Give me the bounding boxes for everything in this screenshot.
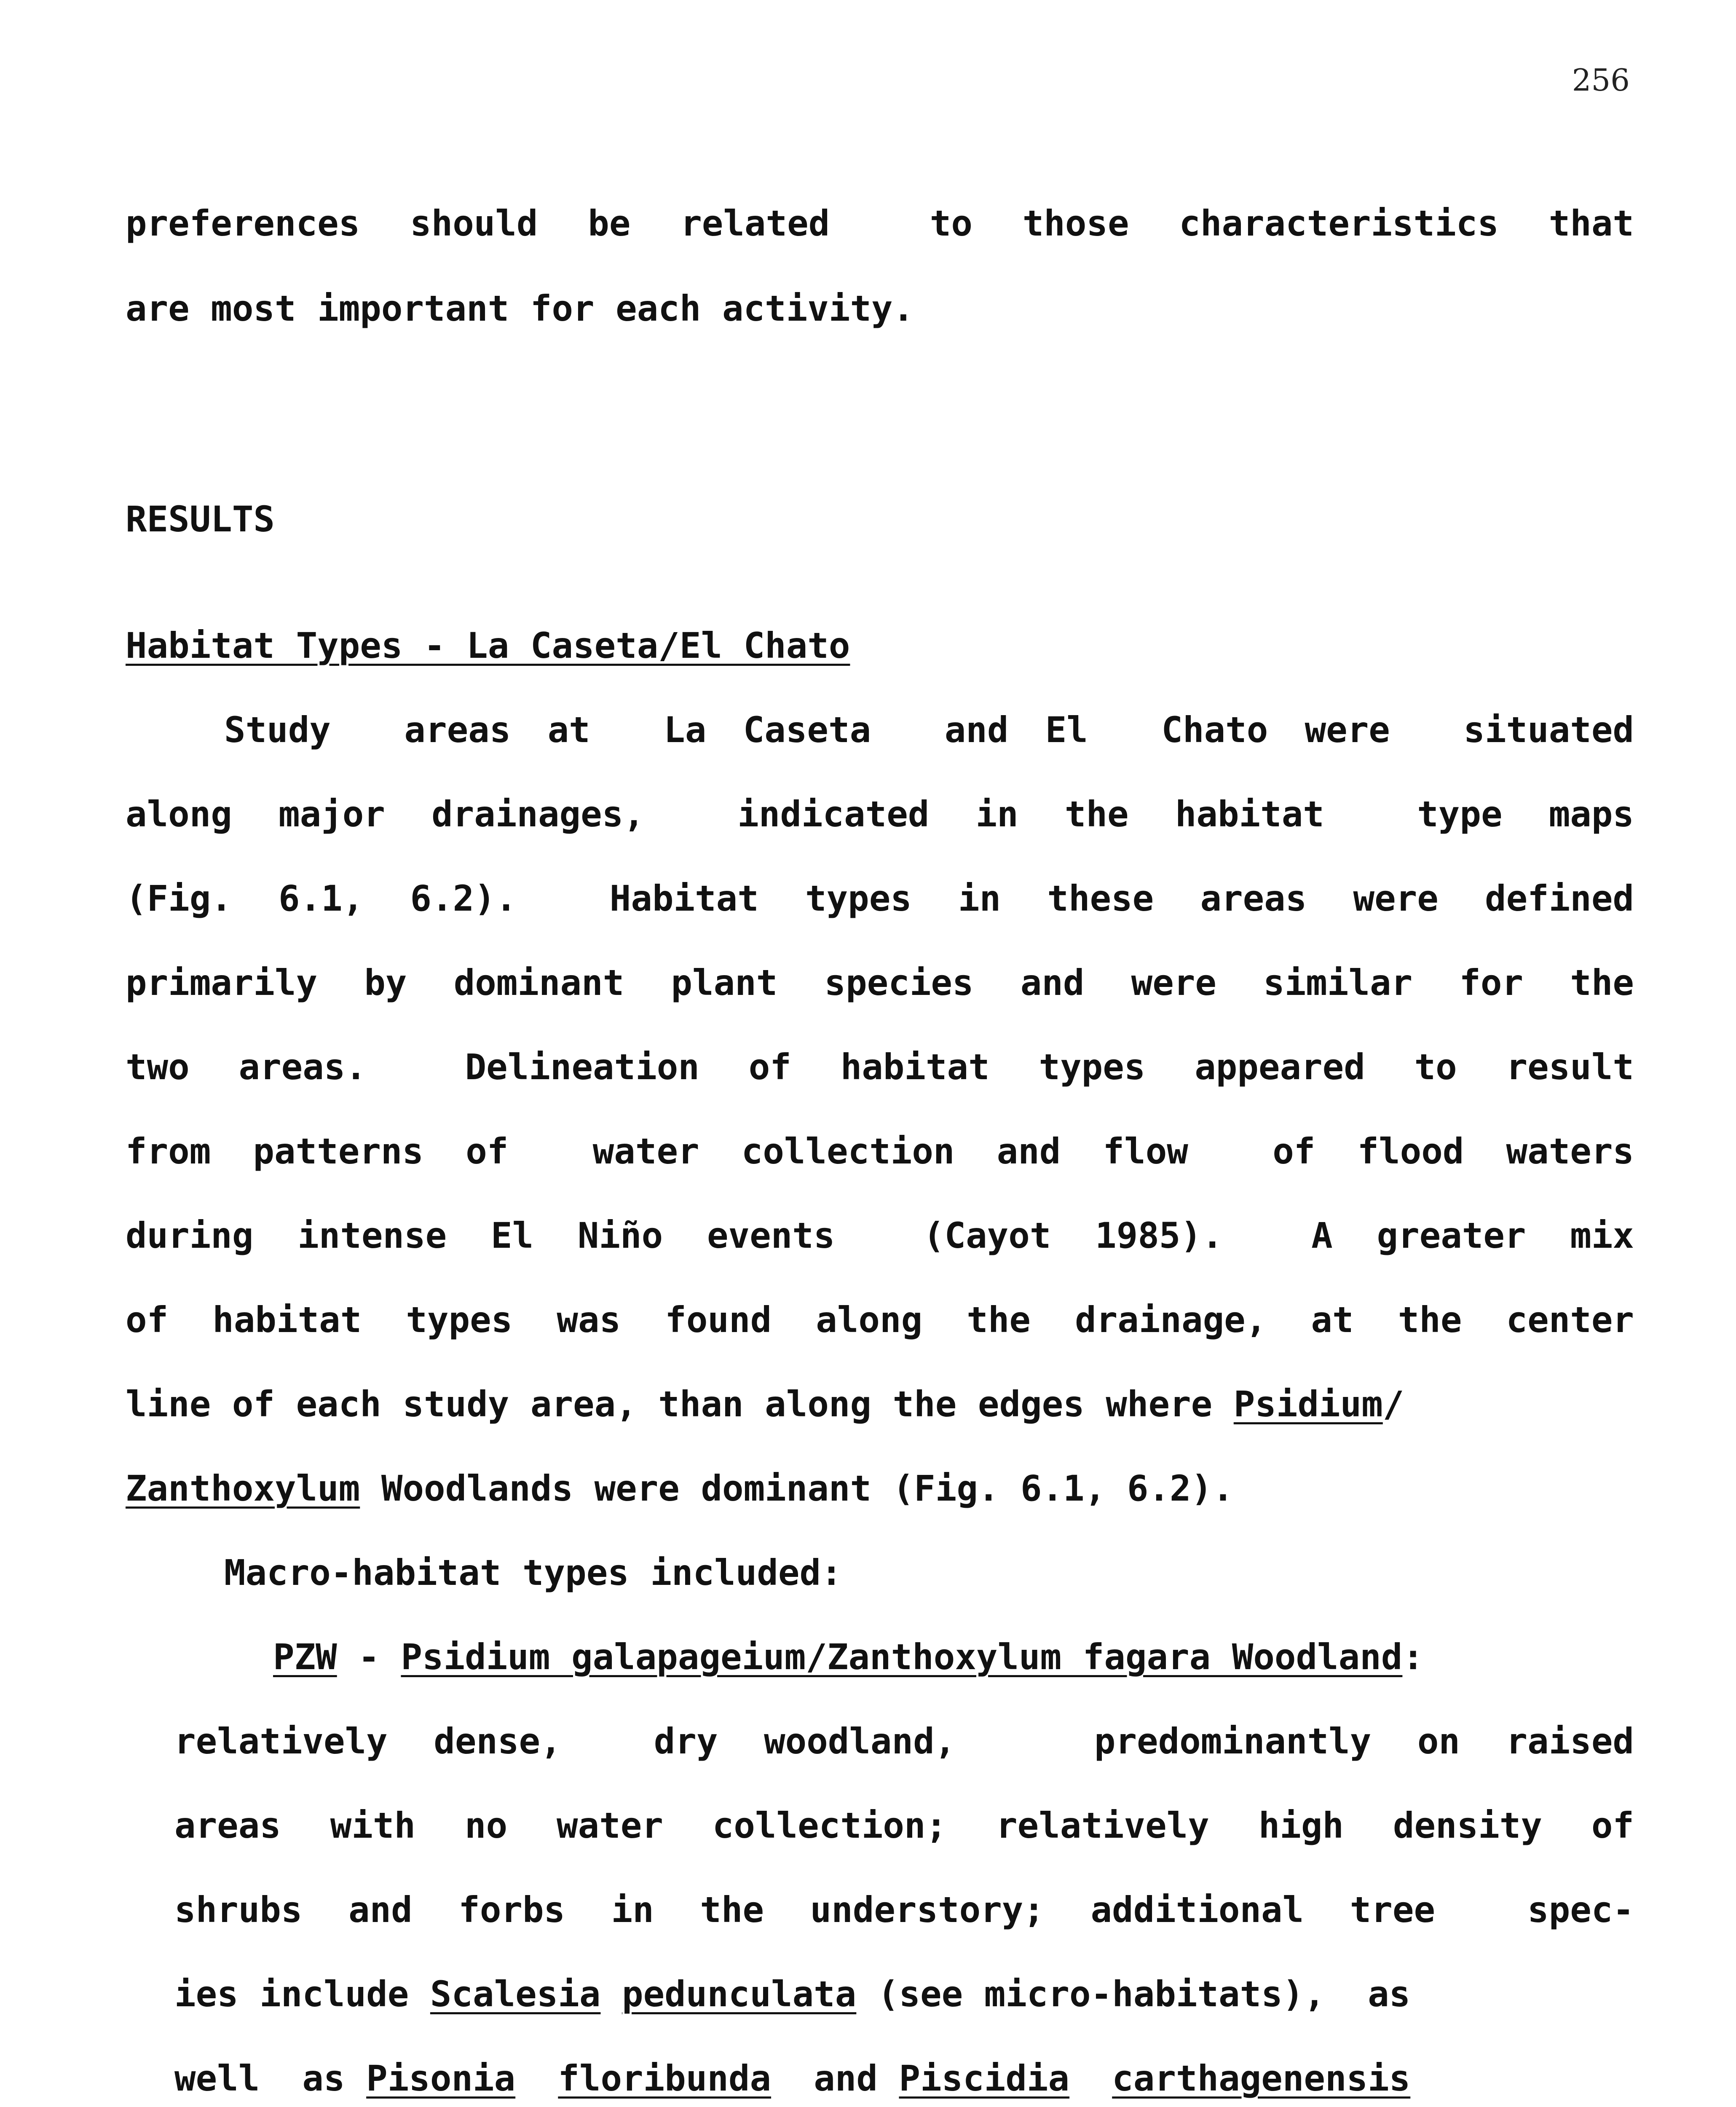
text-segment: well as xyxy=(174,2058,367,2099)
species-name: Scalesia xyxy=(430,1973,601,2015)
species-name: pedunculata xyxy=(622,1973,857,2015)
text-line xyxy=(126,1468,1234,1509)
text-segment xyxy=(515,2058,558,2099)
subsection-heading: Habitat Types - La Caseta/El Chato xyxy=(126,625,850,666)
text-segment: (see micro-habitats), as xyxy=(856,1973,1411,2015)
text-segment xyxy=(1069,2058,1112,2099)
text-segment: ies include xyxy=(174,1973,430,2015)
habitat-name: Psidium galapageium/Zanthoxylum fagara Woodland xyxy=(401,1636,1403,1678)
habitat-code: PZW xyxy=(273,1636,337,1678)
text-line: shrubs and forbs in the understory; additional tree spec- xyxy=(174,1889,1634,1930)
text-line: relatively dense, dry woodland, predominantly on raised xyxy=(174,1721,1634,1762)
species-name: Piscidia xyxy=(899,2058,1070,2099)
text-line xyxy=(273,1636,1424,1678)
text-line: during intense El Niño events (Cayot 1985). A greater mix xyxy=(126,1215,1634,1256)
text-segment: - xyxy=(337,1636,401,1678)
text-line: Macro-habitat types included: xyxy=(224,1552,842,1593)
species-name: carthagenensis xyxy=(1112,2058,1411,2099)
species-name: Pisonia xyxy=(366,2058,516,2099)
text-line xyxy=(174,2058,1634,2099)
species-name: Zanthoxylum xyxy=(126,1468,360,1509)
text-line: areas with no water collection; relatively high density of xyxy=(174,1805,1634,1846)
text-line: are most important for each activity. xyxy=(126,288,914,329)
species-name: Psidium xyxy=(1233,1383,1383,1425)
text-line: preferences should be related to those characteristics that xyxy=(126,203,1634,244)
text-segment: line of each study area, than along the edges where xyxy=(126,1383,1234,1425)
text-line: along major drainages, indicated in the habitat type maps xyxy=(126,793,1634,835)
text-segment: / xyxy=(1382,1383,1404,1425)
text-line: from patterns of water collection and flow of flood waters xyxy=(126,1131,1634,1172)
text-segment xyxy=(600,1973,622,2015)
species-name: floribunda xyxy=(558,2058,772,2099)
text-line: two areas. Delineation of habitat types appeared to result xyxy=(126,1046,1634,1088)
section-heading: RESULTS xyxy=(126,499,275,540)
text-line: Study areas at La Caseta and El Chato were situated xyxy=(224,709,1634,751)
text-segment: : xyxy=(1402,1636,1424,1678)
text-line: of habitat types was found along the drainage, at the center xyxy=(126,1299,1634,1340)
text-line xyxy=(174,1973,1634,2015)
text-line: (Fig. 6.1, 6.2). Habitat types in these areas were defined xyxy=(126,878,1634,919)
text-segment: and xyxy=(771,2058,899,2099)
text-line xyxy=(126,1383,1404,1425)
text-segment: Woodlands were dominant (Fig. 6.1, 6.2). xyxy=(360,1468,1234,1509)
text-line: primarily by dominant plant species and were similar for the xyxy=(126,962,1634,1003)
page-number: 256 xyxy=(1572,62,1630,98)
